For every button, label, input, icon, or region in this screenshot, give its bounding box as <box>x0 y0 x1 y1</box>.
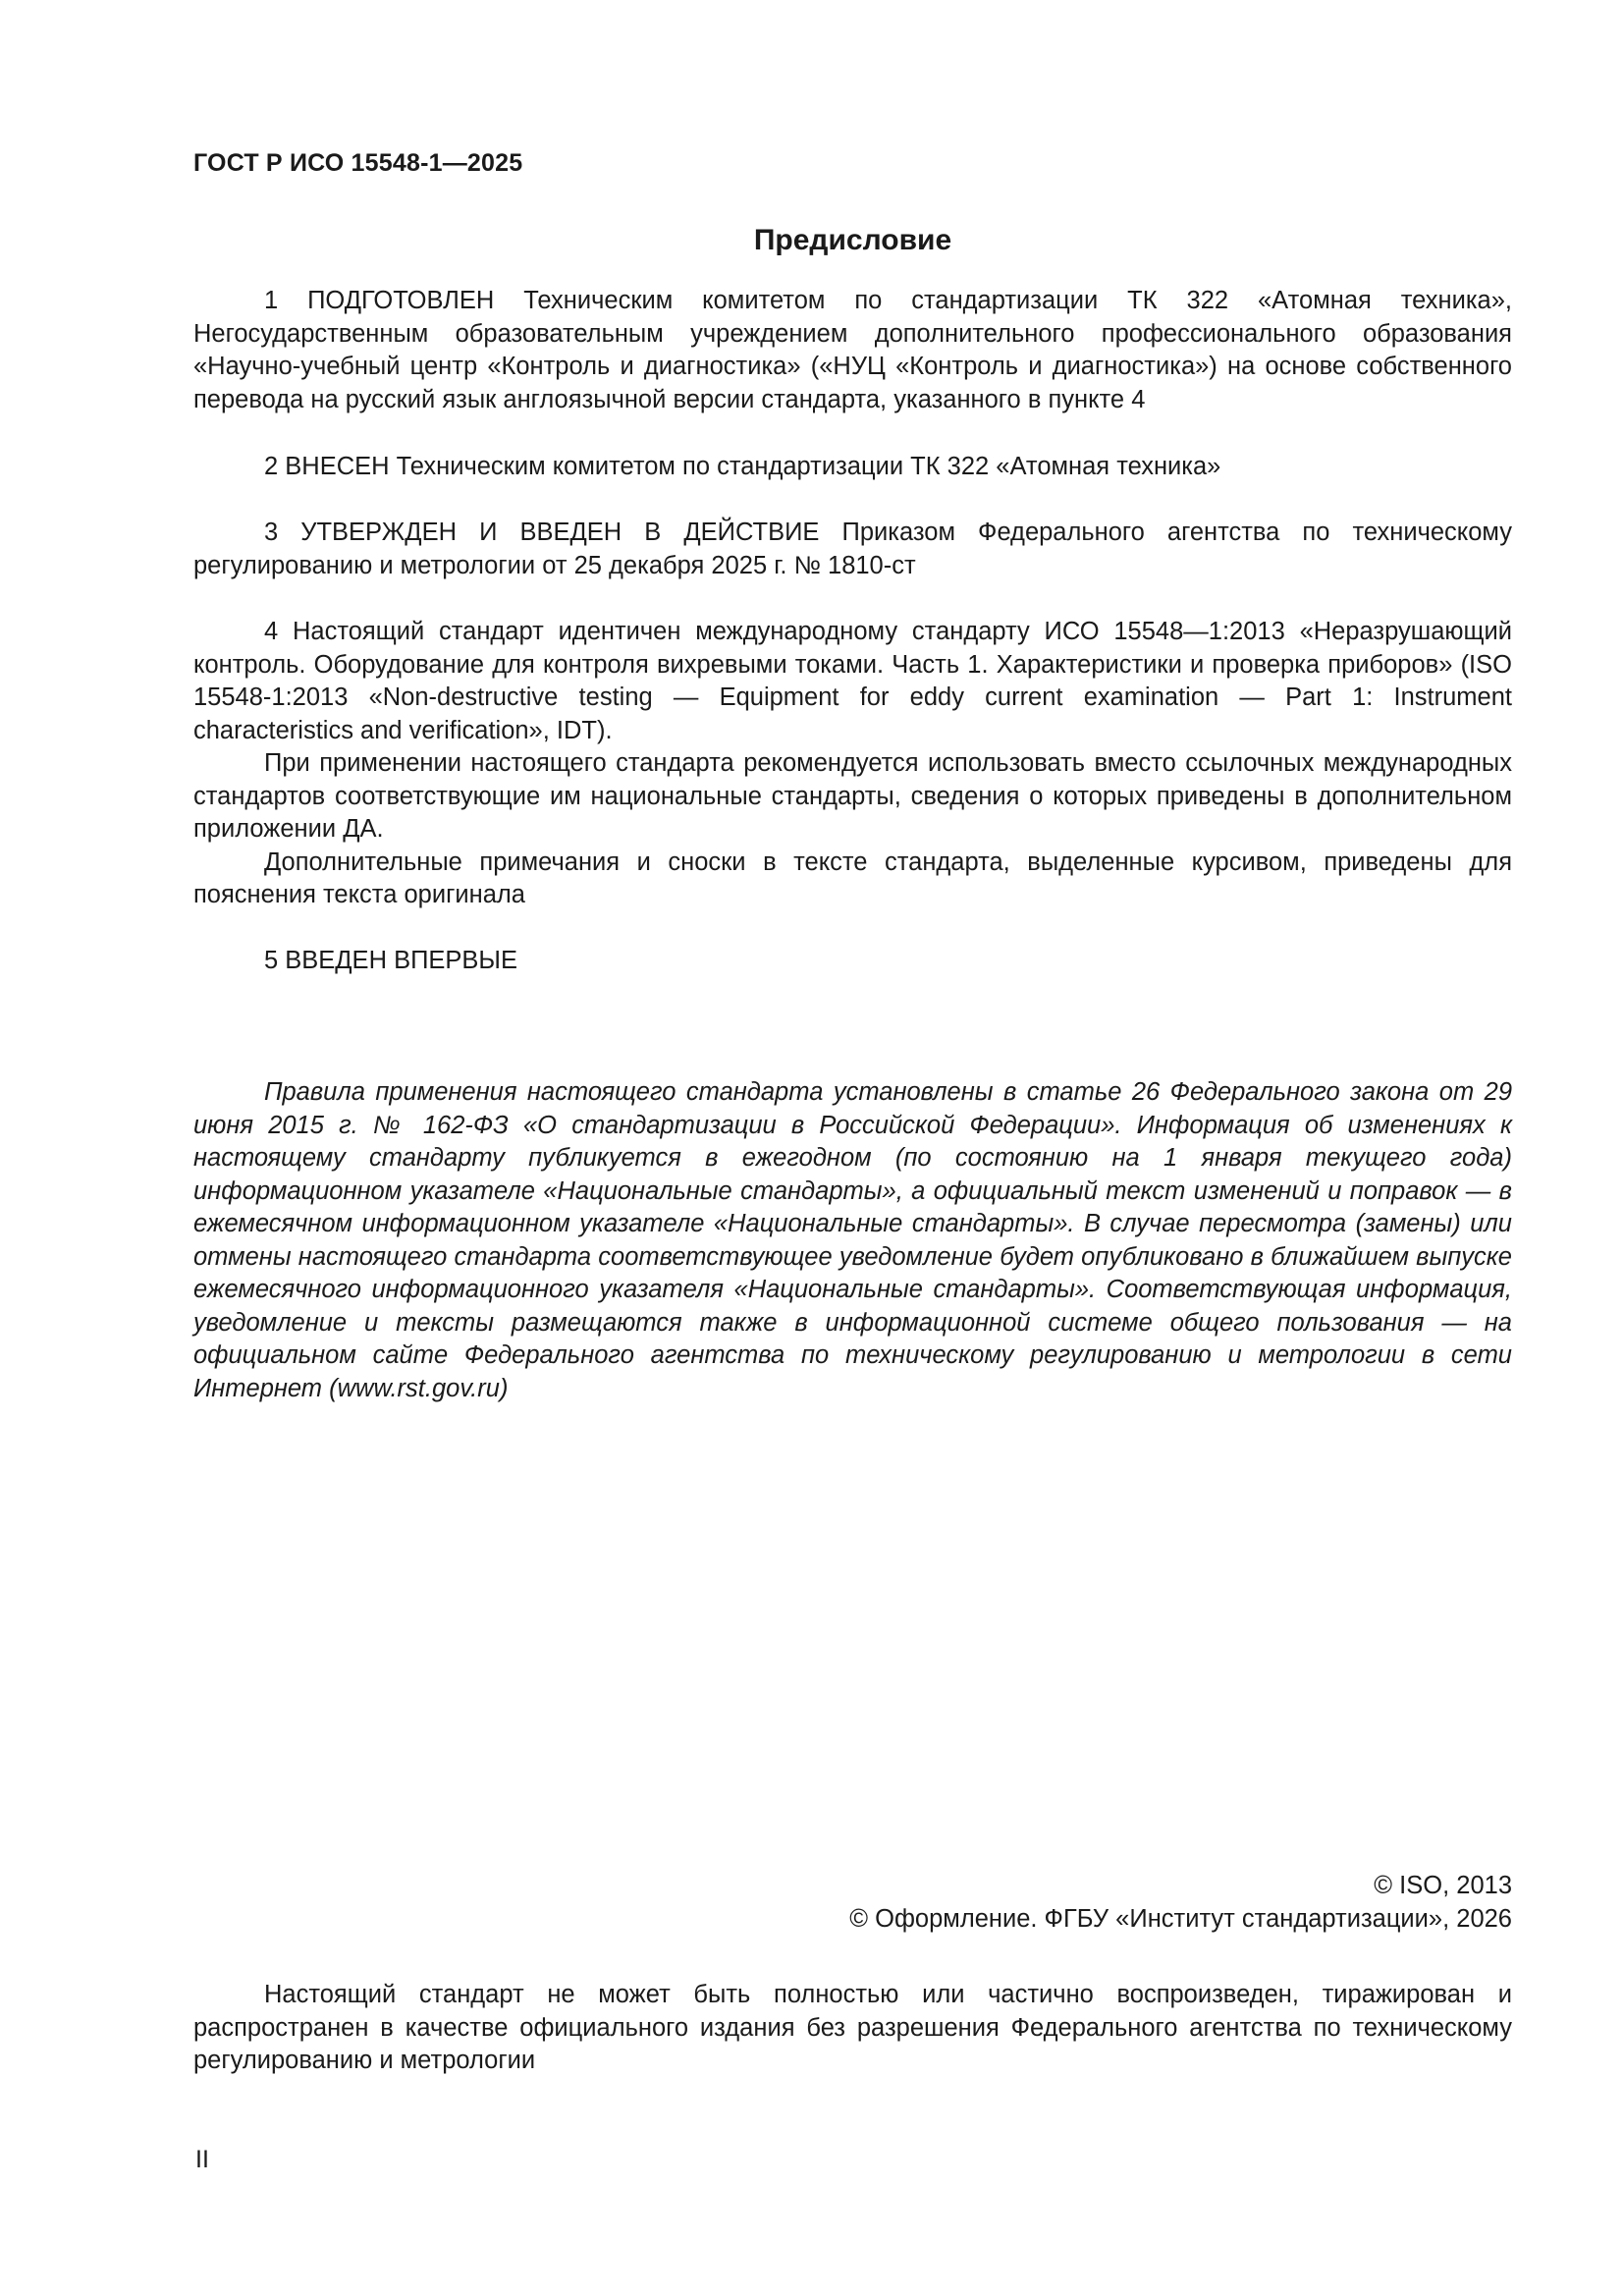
item-4-note-references: При применении настоящего стандарта рекомендуется использовать вместо ссылочных международных стандартов соответствующие им национальные стандарты, сведения о которых приведены в дополнительном приложении ДА. <box>193 749 1512 843</box>
item-4-text: 4 Настоящий стандарт идентичен международному стандарту ИСО 15548—1:2013 «Неразрушающий контроль. Оборудование для контроля вихревыми токами. Часть 1. Характеристики и проверка приборов» (ISO 15548-1:2013 «Non-destructive testing — Equipment for eddy current examination — Part 1: Instrument characteristics and verification», IDT). <box>193 618 1512 744</box>
foreword-item-3 <box>193 517 1512 582</box>
item-2-text: 2 ВНЕСЕН Техническим комитетом по стандартизации ТК 322 «Атомная техника» <box>264 453 1221 480</box>
rules-of-application-notice <box>193 1076 1512 1405</box>
rules-notice-text: Правила применения настоящего стандарта установлены в статье 26 Федерального закона от 29 июня 2015 г. № 162-ФЗ «О стандартизации в Российской Федерации». Информация об изменениях к настоящему стандарту публикуется в ежегодном (по состоянию на 1 января текущего года) информационном указателе «Национальные стандарты», а официальный текст изменений и поправок — в ежемесячном информационном указателе «Национальные стандарты». В случае пересмотра (замены) или отмены настоящего стандарта соответствующее уведомление будет опубликовано в ближайшем выпуске ежемесячного информационного указателя «Национальные стандарты». Соответствующая информация, уведомление и тексты размещаются также в информационной системе общего пользования — на официальном сайте Федерального агентства по техническому регулированию и метрологии в сети Интернет (www.rst.gov.ru) <box>193 1078 1512 1402</box>
copyright-iso: © ISO, 2013 <box>1374 1872 1512 1899</box>
item-5-text: 5 ВВЕДЕН ВПЕРВЫЕ <box>264 947 518 974</box>
foreword-item-4 <box>193 616 1512 912</box>
copyright-block <box>193 1869 1512 1936</box>
foreword-item-2 <box>193 451 1512 484</box>
item-1-text: 1 ПОДГОТОВЛЕН Техническим комитетом по стандартизации ТК 322 «Атомная техника», Негосударственным образовательным учреждением дополнительного профессионального образования «Научно-учебный центр «Контроль и диагностика» («НУЦ «Контроль и диагностика») на основе собственного перевода на русский язык англоязычной версии стандарта, указанного в пункте 4 <box>193 287 1512 413</box>
foreword-item-5 <box>193 945 1512 978</box>
copyright-design: © Оформление. ФГБУ «Институт стандартизации», 2026 <box>849 1905 1512 1933</box>
item-4-note-italics: Дополнительные примечания и сноски в тексте стандарта, выделенные курсивом, приведены для пояснения текста оригинала <box>193 847 1512 908</box>
page-number: II <box>195 2146 209 2173</box>
page-title: Предисловие <box>753 224 952 256</box>
reproduction-notice <box>193 1979 1512 2078</box>
foreword-item-1 <box>193 285 1512 416</box>
standard-designation: ГОСТ Р ИСО 15548-1—2025 <box>193 149 523 177</box>
reproduction-notice-text: Настоящий стандарт не может быть полностью или частично воспроизведен, тиражирован и распространен в качестве официального издания без разрешения Федерального агентства по техническому регулированию и метрологии <box>193 1981 1512 2074</box>
item-3-text: 3 УТВЕРЖДЕН И ВВЕДЕН В ДЕЙСТВИЕ Приказом Федерального агентства по техническому регулированию и метрологии от 25 декабря 2025 г. № 1810-ст <box>193 519 1512 579</box>
